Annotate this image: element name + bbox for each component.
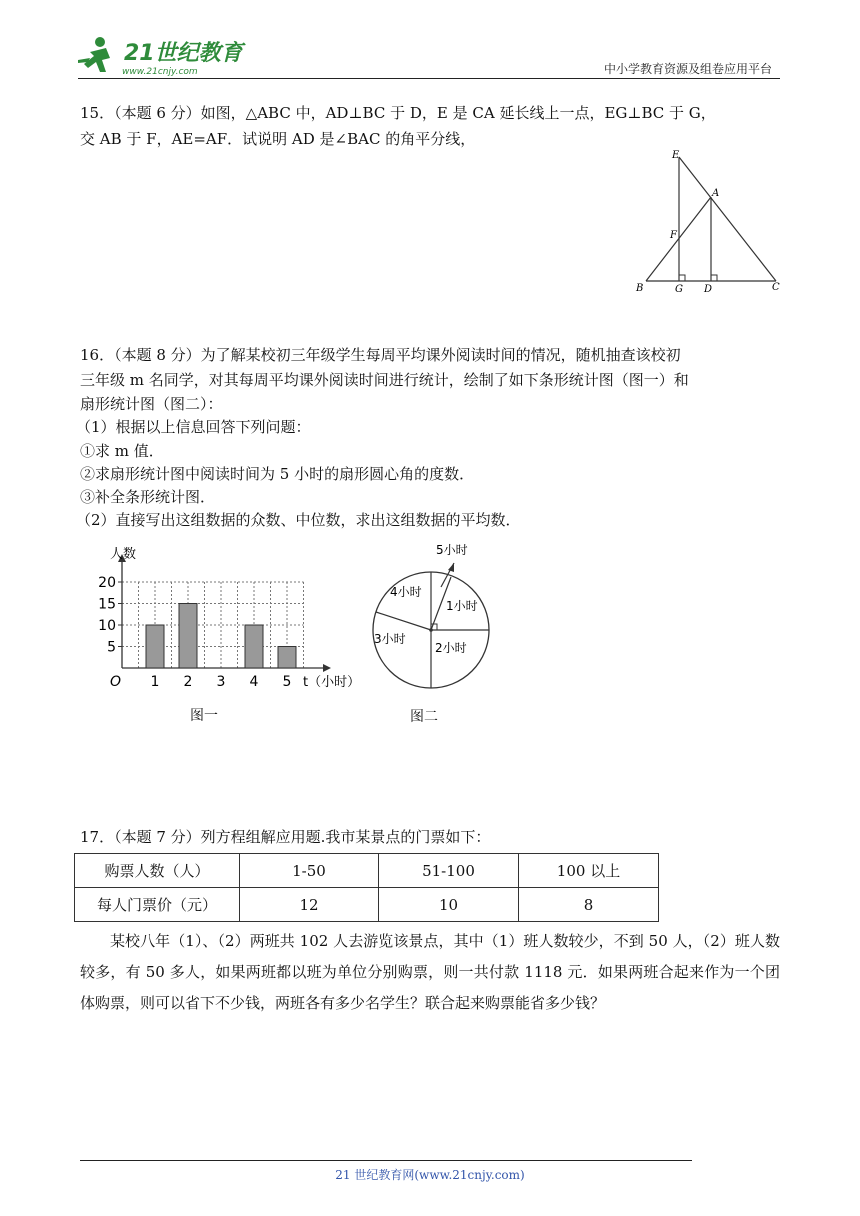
pie-label-4h: 4小时 [390,585,422,599]
q15-line1: 15．（本题 6 分）如图，△ABC 中，AD⊥BC 于 D，E 是 CA 延长线上一点，EG⊥BC 于 G， [80,104,716,122]
y-tick-label: 10 [98,618,116,634]
table-cell: 1-50 [240,854,379,888]
label-F: F [670,230,677,241]
table-cell: 100 以上 [519,854,659,888]
q16-sub2: （2）直接写出这组数据的众数、中位数，求出这组数据的平均数． [76,511,521,529]
x-tick-label: 2 [183,674,193,690]
x-tick-label: 3 [216,674,226,690]
q16-line1: 16．（本题 8 分）为了解某校初三年级学生每周平均课外阅读时间的情况，随机抽查该校初 [80,346,681,364]
bar [278,647,296,669]
fig2-caption: 图二 [410,709,438,725]
label-C: C [772,282,780,293]
footer-divider [80,1160,692,1161]
bar-chart [100,540,370,700]
y-tick-label: 15 [98,596,116,613]
label-A: A [712,188,720,199]
x-tick-label: 5 [282,674,292,690]
table-cell: 每人门票价（元） [75,888,240,922]
q16-item3: ③补全条形统计图． [80,488,216,506]
pie-label-2h: 2小时 [435,641,467,655]
table-cell: 8 [519,888,659,922]
label-B: B [636,283,644,294]
x-axis-label: t（小时） [303,675,361,690]
q17-intro: 17．（本题 7 分）列方程组解应用题.我市某景点的门票如下： [80,828,491,846]
table-row [75,854,659,888]
q16-item2: ②求扇形统计图中阅读时间为 5 小时的扇形圆心角的度数． [80,465,475,483]
q16-item1: ①求 m 值． [80,442,164,460]
x-tick-label: 1 [150,674,160,690]
x-tick-label: 4 [249,674,259,690]
bar [245,625,263,668]
pie-label-5h: 5小时 [436,543,468,557]
footer-text: 21 世纪教育网(www.21cnjy.com) [335,1168,525,1182]
table-cell: 51-100 [379,854,519,888]
table-row [75,888,659,922]
pie-label-3h: 3小时 [374,632,406,646]
bar [179,604,197,669]
y-tick-label: 20 [98,575,116,591]
bar [146,625,164,668]
fig1-caption: 图一 [190,708,218,724]
pie-label-1h: 1小时 [446,599,478,613]
label-G: G [675,284,683,295]
table-cell: 12 [240,888,379,922]
label-E: E [672,150,680,161]
platform-title: 中小学教育资源及组卷应用平台 [603,62,772,76]
ticket-price-table [74,853,659,922]
table-cell: 购票人数（人） [75,854,240,888]
y-axis-label: 人数 [110,547,137,562]
q15-line2: 交 AB 于 F，AE=AF．试说明 AD 是∠BAC 的角平分线， [80,130,476,148]
q15-triangle-figure [630,145,790,295]
x-axis-arrow [323,664,331,672]
site-logo [76,30,256,80]
logo-url: www.21cnjy.com [122,67,198,77]
q16-sub1: （1）根据以上信息回答下列问题： [76,418,311,436]
logo-text: 21世纪教育 [124,41,243,66]
q16-line2: 三年级 m 名同学，对其每周平均课外阅读时间进行统计，绘制了如下条形统计图（图一）和 [80,371,689,389]
table-cell: 10 [379,888,519,922]
origin-label: O [110,674,122,690]
y-tick-label: 5 [107,639,116,656]
label-D: D [704,284,713,295]
q16-line3: 扇形统计图（图二）： [80,395,223,413]
header-divider [78,78,780,79]
q17-body: 某校八年（1）、（2）两班共 102 人去游览该景点，其中（1）班人数较少，不到 50 人，（2）班人数较多，有 50 多人，如果两班都以班为单位分别购票，则一共付款 1118 元．如果两班合起来作为一个团体购票，则可以省下不少钱，两班各有多少名学生？联合起来购票能省多少钱？ [80,932,780,1012]
pie-chart [368,538,498,688]
